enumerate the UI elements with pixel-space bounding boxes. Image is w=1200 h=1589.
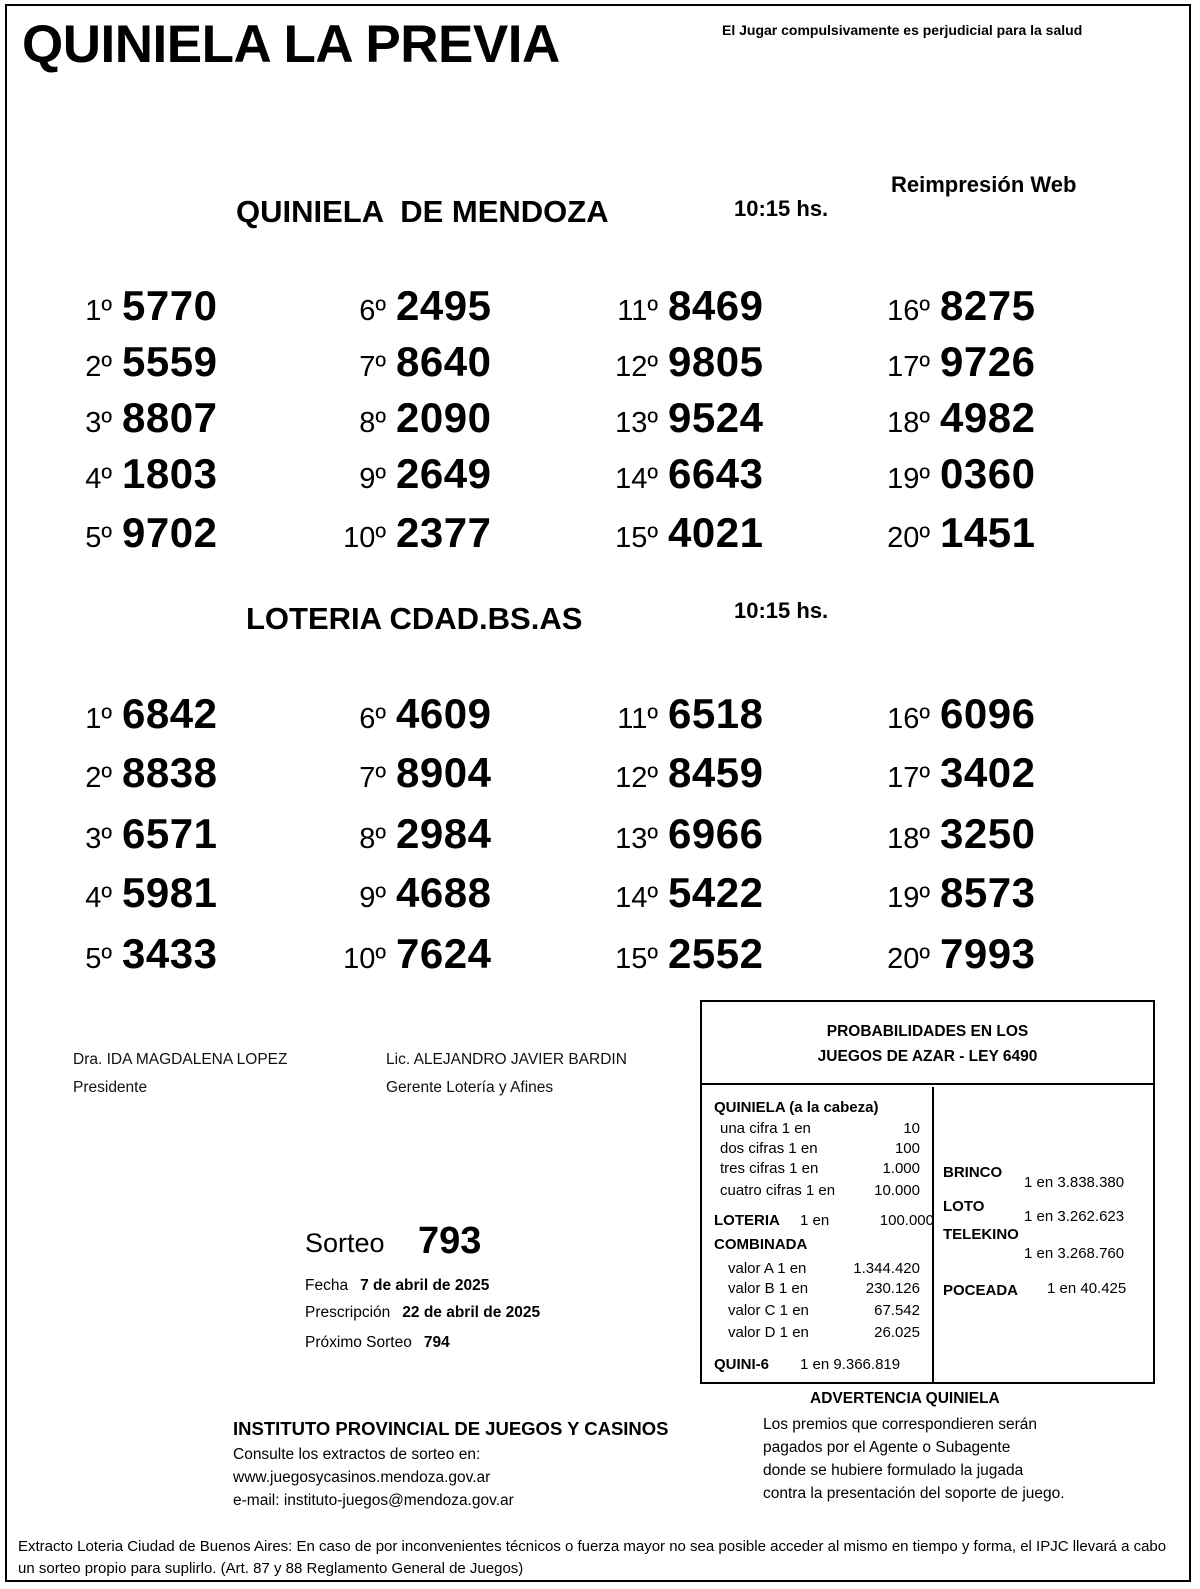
prob-row-value: 100 — [894, 1140, 920, 1157]
game-prob-label: POCEADA — [943, 1282, 1019, 1299]
result-cell — [72, 338, 332, 386]
prob-row-value: 1.344.420 — [853, 1260, 920, 1277]
result-cell — [600, 869, 860, 917]
result-position: 3º — [85, 407, 112, 439]
institute-email: e-mail: instituto-juegos@mendoza.gov.ar — [233, 1492, 514, 1509]
advertencia-line: contra la presentación del soporte de juego. — [763, 1485, 1065, 1502]
result-cell — [600, 338, 860, 386]
prob-row-label: cuatro cifras 1 en — [720, 1182, 836, 1199]
result-position: 6º — [359, 295, 386, 327]
result-number: 8573 — [940, 869, 1036, 916]
probabilities-header — [702, 1002, 1153, 1085]
result-number: 1451 — [940, 509, 1036, 556]
draw-title-loteria: LOTERIA CDAD.BS.AS — [246, 601, 583, 636]
result-cell — [72, 869, 332, 917]
prob-row-value: 10.000 — [874, 1182, 920, 1199]
result-position: 4º — [85, 882, 112, 914]
result-number: 5422 — [668, 869, 764, 916]
health-warning: El Jugar compulsivamente es perjudicial para la salud — [722, 22, 1083, 38]
result-position: 14º — [615, 882, 658, 914]
result-cell — [72, 450, 332, 498]
result-number: 5559 — [122, 338, 218, 385]
result-cell — [600, 810, 860, 858]
result-number: 9726 — [940, 338, 1036, 385]
result-cell — [328, 394, 588, 442]
result-number: 8640 — [396, 338, 492, 385]
next-sorteo-label: Próximo Sorteo — [305, 1334, 412, 1351]
result-position: 13º — [615, 823, 658, 855]
result-position: 19º — [887, 463, 930, 495]
result-number: 8807 — [122, 394, 218, 441]
result-cell — [328, 282, 588, 330]
draw-time-mendoza: 10:15 hs. — [734, 196, 829, 221]
draw-time-loteria: 10:15 hs. — [734, 598, 829, 623]
result-position: 2º — [85, 351, 112, 383]
result-cell — [72, 749, 332, 797]
prob-row-label: valor A 1 en — [728, 1260, 807, 1277]
result-cell — [872, 690, 1132, 738]
loteria-prob-mid: 1 en — [800, 1212, 830, 1229]
quini6-prob-value: 1 en 9.366.819 — [800, 1356, 901, 1373]
result-position: 4º — [85, 463, 112, 495]
result-number: 9524 — [668, 394, 764, 441]
prescription-value: 22 de abril de 2025 — [402, 1304, 541, 1321]
result-cell — [600, 749, 860, 797]
result-number: 9702 — [122, 509, 218, 556]
result-position: 5º — [85, 943, 112, 975]
combinada-prob-title: COMBINADA — [714, 1236, 808, 1253]
result-number: 7624 — [396, 930, 492, 977]
advertencia-line: Los premios que correspondieren serán — [763, 1416, 1037, 1433]
result-cell — [328, 930, 588, 978]
result-cell — [328, 509, 588, 557]
game-prob-label: TELEKINO — [943, 1226, 1019, 1243]
prob-row-label: valor B 1 en — [728, 1280, 809, 1297]
result-position: 7º — [359, 762, 386, 794]
advertencia-title: ADVERTENCIA QUINIELA — [810, 1390, 1000, 1407]
result-number: 4609 — [396, 690, 492, 737]
prob-row-label: una cifra 1 en — [720, 1120, 811, 1137]
result-cell — [872, 394, 1132, 442]
result-position: 10º — [343, 522, 386, 554]
result-position: 8º — [359, 407, 386, 439]
result-position: 9º — [359, 463, 386, 495]
result-position: 20º — [887, 522, 930, 554]
result-position: 13º — [615, 407, 658, 439]
result-number: 6518 — [668, 690, 764, 737]
page-title: QUINIELA LA PREVIA — [22, 15, 560, 74]
quini6-prob-label: QUINI-6 — [714, 1356, 770, 1373]
institute-contact — [233, 1443, 514, 1512]
result-number: 3433 — [122, 930, 218, 977]
result-position: 8º — [359, 823, 386, 855]
result-number: 2495 — [396, 282, 492, 329]
probabilities-box — [700, 1000, 1155, 1384]
advertencia-text — [763, 1413, 1065, 1505]
sorteo-number: 793 — [418, 1220, 482, 1262]
result-number: 8469 — [668, 282, 764, 329]
result-cell — [872, 749, 1132, 797]
result-cell — [72, 690, 332, 738]
result-position: 15º — [615, 943, 658, 975]
result-cell — [872, 282, 1132, 330]
result-cell — [72, 394, 332, 442]
result-number: 6571 — [122, 810, 218, 857]
loteria-prob-label: LOTERIA — [714, 1212, 780, 1229]
result-position: 11º — [617, 703, 658, 735]
prob-row-value: 1.000 — [882, 1160, 920, 1177]
result-position: 12º — [615, 351, 658, 383]
result-number: 8459 — [668, 749, 764, 796]
result-cell — [872, 930, 1132, 978]
prescription-label: Prescripción — [305, 1304, 391, 1321]
result-position: 5º — [85, 522, 112, 554]
signature-manager — [386, 1046, 627, 1102]
footer-note: Extracto Loteria Ciudad de Buenos Aires: En caso de por inconvenientes técnicos o fuerza mayor no sea posible acceder al mismo en tiempo y forma, el IPJC llevará a cabo un sorteo propio para suplirlo. (Art. 87 y 88 Reglamento General de Juegos) — [18, 1538, 1167, 1577]
draw-title-mendoza: QUINIELA DE MENDOZA — [236, 194, 609, 229]
signature-role: Presidente — [73, 1079, 148, 1096]
result-cell — [328, 338, 588, 386]
prob-row-value: 67.542 — [874, 1302, 920, 1319]
result-cell — [600, 690, 860, 738]
advertencia-line: pagados por el Agente o Subagente — [763, 1439, 1011, 1456]
sorteo-date — [305, 1277, 489, 1295]
result-number: 3250 — [940, 810, 1036, 857]
result-cell — [328, 869, 588, 917]
result-position: 17º — [887, 351, 930, 383]
result-position: 2º — [85, 762, 112, 794]
institute-name: INSTITUTO PROVINCIAL DE JUEGOS Y CASINOS — [233, 1418, 669, 1439]
prob-row-label: dos cifras 1 en — [720, 1140, 818, 1157]
result-position: 14º — [615, 463, 658, 495]
result-cell — [872, 450, 1132, 498]
result-number: 4021 — [668, 509, 764, 556]
result-cell — [872, 869, 1132, 917]
result-number: 8838 — [122, 749, 218, 796]
result-number: 2552 — [668, 930, 764, 977]
result-position: 1º — [85, 703, 112, 735]
result-number: 2649 — [396, 450, 492, 497]
result-position: 18º — [887, 407, 930, 439]
result-position: 20º — [887, 943, 930, 975]
result-number: 6966 — [668, 810, 764, 857]
date-value: 7 de abril de 2025 — [360, 1277, 490, 1294]
result-number: 4982 — [940, 394, 1036, 441]
reprint-label: Reimpresión Web — [891, 172, 1077, 197]
result-cell — [600, 930, 860, 978]
result-position: 10º — [343, 943, 386, 975]
result-number: 7993 — [940, 930, 1036, 977]
signature-role: Gerente Lotería y Afines — [386, 1079, 554, 1096]
result-number: 1803 — [122, 450, 218, 497]
game-prob-value: 1 en 3.268.760 — [1024, 1245, 1125, 1262]
probabilities-title-2: JUEGOS DE AZAR - LEY 6490 — [817, 1048, 1038, 1065]
institute-line-1: Consulte los extractos de sorteo en: — [233, 1446, 481, 1463]
result-number: 5981 — [122, 869, 218, 916]
result-number: 6096 — [940, 690, 1036, 737]
next-sorteo-value: 794 — [423, 1334, 450, 1351]
result-number: 9805 — [668, 338, 764, 385]
result-cell — [72, 810, 332, 858]
result-cell — [600, 394, 860, 442]
result-cell — [872, 810, 1132, 858]
result-number: 8275 — [940, 282, 1036, 329]
result-number: 4688 — [396, 869, 492, 916]
game-prob-value: 1 en 3.262.623 — [1024, 1208, 1125, 1225]
result-cell — [328, 749, 588, 797]
result-position: 16º — [887, 295, 930, 327]
result-number: 2984 — [396, 810, 492, 857]
result-position: 7º — [359, 351, 386, 383]
result-number: 0360 — [940, 450, 1036, 497]
prob-row-value: 26.025 — [874, 1324, 920, 1341]
prob-row-value: 230.126 — [865, 1280, 920, 1297]
result-cell — [872, 509, 1132, 557]
quiniela-prob-title: QUINIELA (a la cabeza) — [714, 1099, 879, 1116]
institute-website: www.juegosycasinos.mendoza.gov.ar — [233, 1469, 491, 1486]
result-number: 5770 — [122, 282, 218, 329]
loteria-prob-value: 100.000 — [879, 1212, 934, 1229]
result-number: 3402 — [940, 749, 1036, 796]
game-prob-value: 1 en 3.838.380 — [1024, 1174, 1125, 1191]
prob-row-value: 10 — [903, 1120, 920, 1137]
result-number: 6643 — [668, 450, 764, 497]
result-cell — [600, 509, 860, 557]
date-label: Fecha — [305, 1277, 349, 1294]
sorteo-label: Sorteo — [305, 1228, 385, 1258]
probabilities-title-1: PROBABILIDADES EN LOS — [826, 1023, 1029, 1040]
result-cell — [872, 338, 1132, 386]
result-cell — [72, 930, 332, 978]
signature-name: Lic. ALEJANDRO JAVIER BARDIN — [386, 1051, 627, 1068]
result-position: 3º — [85, 823, 112, 855]
result-position: 18º — [887, 823, 930, 855]
signature-name: Dra. IDA MAGDALENA LOPEZ — [73, 1051, 288, 1068]
sorteo-prescription — [305, 1304, 540, 1322]
result-cell — [72, 509, 332, 557]
probabilities-divider — [932, 1087, 934, 1382]
result-position: 16º — [887, 703, 930, 735]
result-number: 6842 — [122, 690, 218, 737]
result-cell — [600, 450, 860, 498]
result-position: 1º — [85, 295, 112, 327]
game-prob-label: BRINCO — [943, 1164, 1003, 1181]
result-cell — [328, 690, 588, 738]
result-position: 12º — [615, 762, 658, 794]
result-cell — [72, 282, 332, 330]
signature-president — [73, 1046, 287, 1102]
result-position: 15º — [615, 522, 658, 554]
result-cell — [328, 810, 588, 858]
prob-row-label: tres cifras 1 en — [720, 1160, 819, 1177]
result-number: 8904 — [396, 749, 492, 796]
game-prob-value: 1 en 40.425 — [1047, 1280, 1127, 1297]
result-number: 2377 — [396, 509, 492, 556]
advertencia-line: donde se hubiere formulado la jugada — [763, 1462, 1024, 1479]
prob-row-label: valor C 1 en — [728, 1302, 809, 1319]
result-cell — [600, 282, 860, 330]
result-position: 11º — [617, 295, 658, 327]
prob-row-label: valor D 1 en — [728, 1324, 809, 1341]
result-position: 17º — [887, 762, 930, 794]
result-number: 2090 — [396, 394, 492, 441]
game-prob-label: LOTO — [943, 1198, 985, 1215]
next-sorteo — [305, 1334, 450, 1352]
result-cell — [328, 450, 588, 498]
result-position: 6º — [359, 703, 386, 735]
result-position: 9º — [359, 882, 386, 914]
result-position: 19º — [887, 882, 930, 914]
